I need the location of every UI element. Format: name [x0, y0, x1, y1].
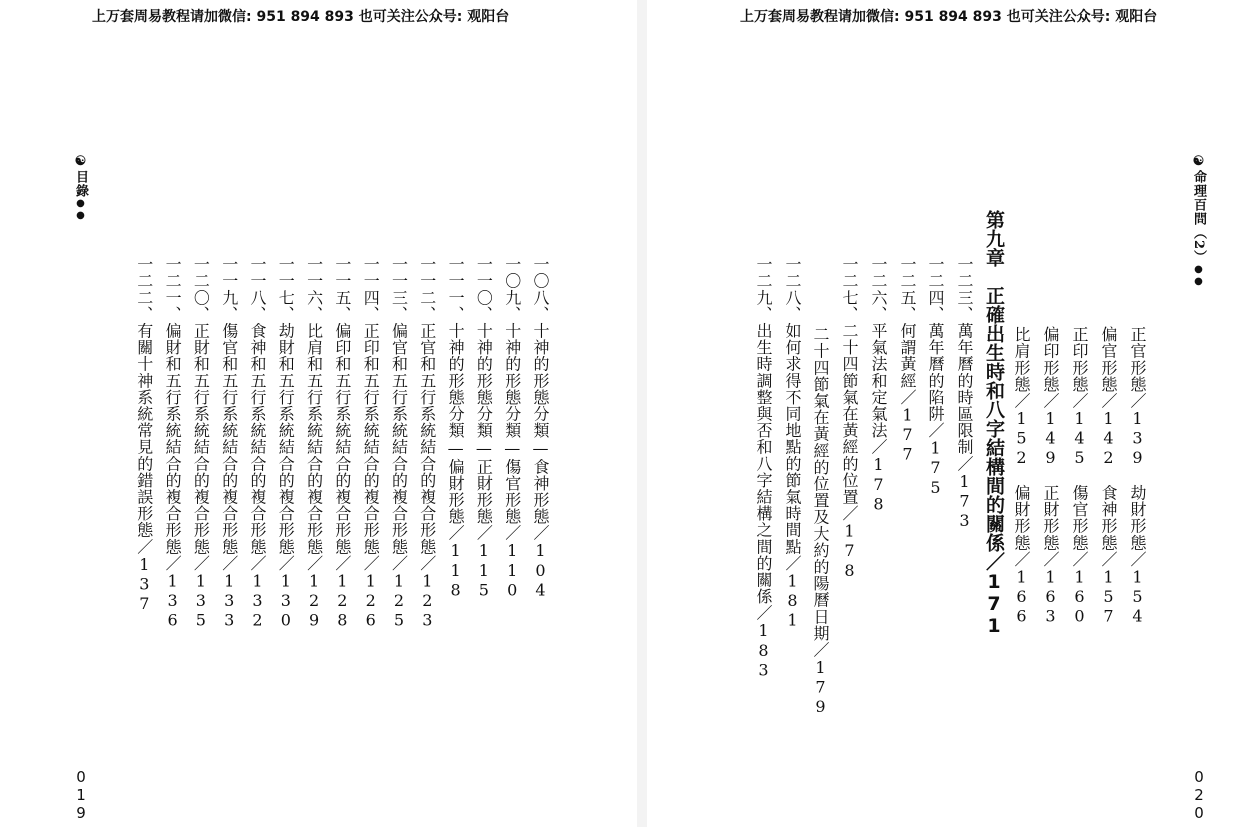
toc-entry [445, 256, 465, 600]
page-gutter [637, 0, 647, 827]
toc-entry [954, 256, 974, 531]
toc-entry-title: 正印和五行系統結合的複合形態 [361, 322, 381, 555]
toc-entry [304, 256, 324, 630]
toc-entry [389, 256, 409, 630]
toc-entry-page: 179 [811, 658, 830, 717]
toc-entry [782, 256, 802, 630]
toc-entry-separator: ／ [783, 554, 802, 572]
running-head-right [1188, 154, 1208, 288]
watermark-right: 上万套周易教程请加微信: 951 894 893 也可关注公众号: 观阳台 [740, 9, 1158, 25]
toc-entry-page: 129 [304, 571, 324, 631]
toc-entry-number: 一〇九、 [502, 256, 522, 323]
toc-entry [134, 256, 154, 614]
running-head-title: 命理百問（2） [1191, 170, 1206, 265]
toc-entry-page: 132 [248, 571, 267, 631]
toc-entry-page: 115 [474, 541, 494, 601]
toc-entry-title: 比肩和五行系統結合的複合形態 [304, 322, 324, 555]
toc-entry-number: 一一七、 [276, 256, 296, 323]
toc-entry-title: 平氣法和定氣法 [869, 322, 888, 439]
toc-entry-page: 136 [163, 571, 183, 631]
toc-entry-number: 一二〇、 [191, 256, 211, 323]
toc-entry-separator: ／ [474, 524, 494, 542]
toc-sub-entry: 正官形態／139 劫財形態／154 [1128, 326, 1147, 627]
running-head-title: 目錄 [73, 170, 88, 198]
toc-entry-title: 二十四節氣在黃經的位置 [840, 322, 859, 506]
toc-entry-title: 二十四節氣在黃經的位置及大約的陽曆日期 [811, 326, 830, 642]
toc-entry-title: 正官和五行系統結合的複合形態 [417, 322, 437, 555]
toc-entry [275, 256, 295, 630]
toc-entry-separator: ／ [191, 554, 211, 572]
toc-entry-number: 一二四、 [926, 256, 945, 323]
toc-entry-page: 181 [783, 571, 802, 631]
toc-entry-separator: ／ [754, 604, 773, 622]
toc-sub-entry: 正印形態／145 傷官形態／160 [1070, 326, 1089, 627]
toc-entry-number: 一二九、 [754, 256, 773, 323]
toc-entry [839, 256, 859, 580]
toc-entry [502, 256, 522, 600]
toc-entry-title: 偏財和五行系統結合的複合形態 [163, 322, 183, 555]
toc-entry-number: 一一二、 [417, 256, 437, 323]
toc-entry-number: 一二六、 [869, 256, 888, 323]
toc-sub-entry: 偏官形態／142 食神形態／157 [1099, 326, 1118, 627]
toc-entry-title: 劫財和五行系統結合的複合形態 [276, 322, 296, 555]
toc-entry-page: 183 [754, 621, 773, 681]
right-page [647, 0, 1247, 827]
toc-entry [219, 256, 239, 630]
toc-entry-page: 173 [955, 471, 974, 531]
toc-entry-number: 一二一、 [163, 256, 183, 323]
toc-entry-number: 一一〇、 [474, 256, 494, 323]
toc-entry-title: 十神的形態分類—傷官形態 [502, 322, 522, 525]
toc-entry-title: 食神和五行系統結合的複合形態 [248, 322, 267, 555]
toc-entry [190, 256, 210, 630]
toc-entry [360, 256, 380, 630]
toc-entry-page: 175 [926, 438, 945, 498]
watermark-left: 上万套周易教程请加微信: 951 894 893 也可关注公众号: 观阳台 [92, 9, 510, 25]
toc-entry-separator: ／ [811, 641, 830, 659]
toc-entry [247, 256, 267, 630]
toc-entry-page: 178 [840, 521, 859, 581]
toc-entry-title: 十神的形態分類—食神形態 [531, 322, 550, 525]
toc-entry [473, 256, 493, 600]
toc-entry-separator: ／ [898, 388, 917, 406]
toc-entry-separator: ／ [248, 554, 267, 572]
toc-entry [868, 256, 888, 514]
toc-entry-number: 一一八、 [248, 256, 267, 323]
toc-entry-separator: ／ [276, 554, 296, 572]
toc-entry-separator: ／ [332, 554, 352, 572]
toc-entry-number: 一二二、 [134, 256, 154, 323]
toc-entry-title: 有關十神系統常見的錯誤形態 [134, 322, 154, 539]
bullet-marks: ●● [75, 198, 86, 222]
toc-entry-page: 177 [898, 405, 917, 465]
toc-entry-title: 如何求得不同地點的節氣時間點 [783, 322, 802, 555]
toc-entry-number: 一二三、 [955, 256, 974, 323]
toc-entry-title: 正財和五行系統結合的複合形態 [191, 322, 211, 555]
yin-yang-icon: ☯ [73, 154, 88, 170]
toc-entry-separator: ／ [840, 505, 859, 522]
toc-entry-title: 傷官和五行系統結合的複合形態 [219, 322, 239, 555]
toc-entry-separator: ／ [869, 438, 888, 456]
toc-entry-page: 110 [502, 541, 522, 601]
toc-entry-title: 十神的形態分類—偏財形態 [446, 322, 466, 525]
toc-entry [162, 256, 182, 630]
toc-entry-separator: ／ [955, 455, 974, 472]
toc-entry-separator: ／ [219, 554, 239, 572]
toc-entry-separator: ／ [304, 554, 324, 572]
toc-entry-number: 一〇八、 [531, 256, 550, 323]
page-number-right: 020 [1190, 768, 1208, 822]
toc-entry-separator: ／ [446, 524, 466, 542]
toc-entry-title: 萬年曆的陷阱 [926, 322, 945, 423]
chapter-heading: 第九章 正確出生時和八字結構間的關係／171 [983, 210, 1005, 637]
toc-entry-separator: ／ [361, 554, 381, 572]
toc-entry-page: 135 [191, 571, 211, 631]
running-head-left [70, 154, 90, 222]
toc-entry-separator: ／ [502, 524, 522, 542]
toc-entry-page: 104 [531, 541, 550, 601]
toc-entry-title: 出生時調整與否和八字結構之間的關係 [754, 322, 773, 605]
toc-entry [332, 256, 352, 630]
toc-entry-page: 118 [446, 541, 466, 601]
toc-entry-title: 十神的形態分類—正財形態 [474, 322, 494, 525]
toc-entry-separator: ／ [531, 524, 550, 542]
toc-entry-page: 126 [361, 571, 381, 631]
toc-entry-page: 130 [276, 571, 296, 631]
toc-entry-separator: ／ [134, 538, 154, 555]
toc-entry-page: 178 [869, 455, 888, 515]
toc-entry-title: 萬年曆的時區限制 [955, 322, 974, 456]
toc-entry-title: 偏印和五行系統結合的複合形態 [332, 322, 352, 555]
toc-entry [925, 256, 945, 497]
toc-entry-separator: ／ [417, 554, 437, 572]
toc-entry-page: 123 [417, 571, 437, 631]
toc-sub-entry: 比肩形態／152 偏財形態／166 [1012, 326, 1031, 627]
toc-entry-number: 一一六、 [304, 256, 324, 323]
toc-entry-number: 一一三、 [389, 256, 409, 323]
toc-entry-page: 125 [389, 571, 409, 631]
toc-entry-separator: ／ [163, 554, 183, 572]
toc-entry [810, 326, 830, 717]
toc-entry-number: 一一一、 [446, 256, 466, 323]
toc-sub-entry: 偏印形態／149 正財形態／163 [1041, 326, 1060, 627]
page-number-left: 019 [72, 768, 90, 822]
toc-entry-separator: ／ [926, 422, 945, 439]
toc-entry [417, 256, 437, 630]
bullet-marks: ●● [1193, 264, 1204, 289]
toc-entry [897, 256, 917, 464]
toc-entry-title: 偏官和五行系統結合的複合形態 [389, 322, 409, 555]
toc-entry-title: 何謂黃經 [898, 322, 917, 389]
toc-entry-number: 一二五、 [898, 256, 917, 323]
toc-entry-page: 128 [332, 571, 352, 631]
yin-yang-icon: ☯ [1191, 154, 1206, 170]
toc-entry-number: 一二八、 [783, 256, 802, 323]
toc-entry-number: 一二七、 [840, 256, 859, 323]
toc-entry [753, 256, 773, 680]
toc-entry-number: 一一九、 [219, 256, 239, 323]
toc-entry-separator: ／ [389, 554, 409, 572]
toc-entry-number: 一一四、 [361, 256, 381, 323]
toc-entry-page: 137 [134, 554, 154, 614]
toc-entry-page: 133 [219, 571, 239, 631]
toc-entry-number: 一一五、 [332, 256, 352, 323]
toc-entry [530, 256, 550, 600]
